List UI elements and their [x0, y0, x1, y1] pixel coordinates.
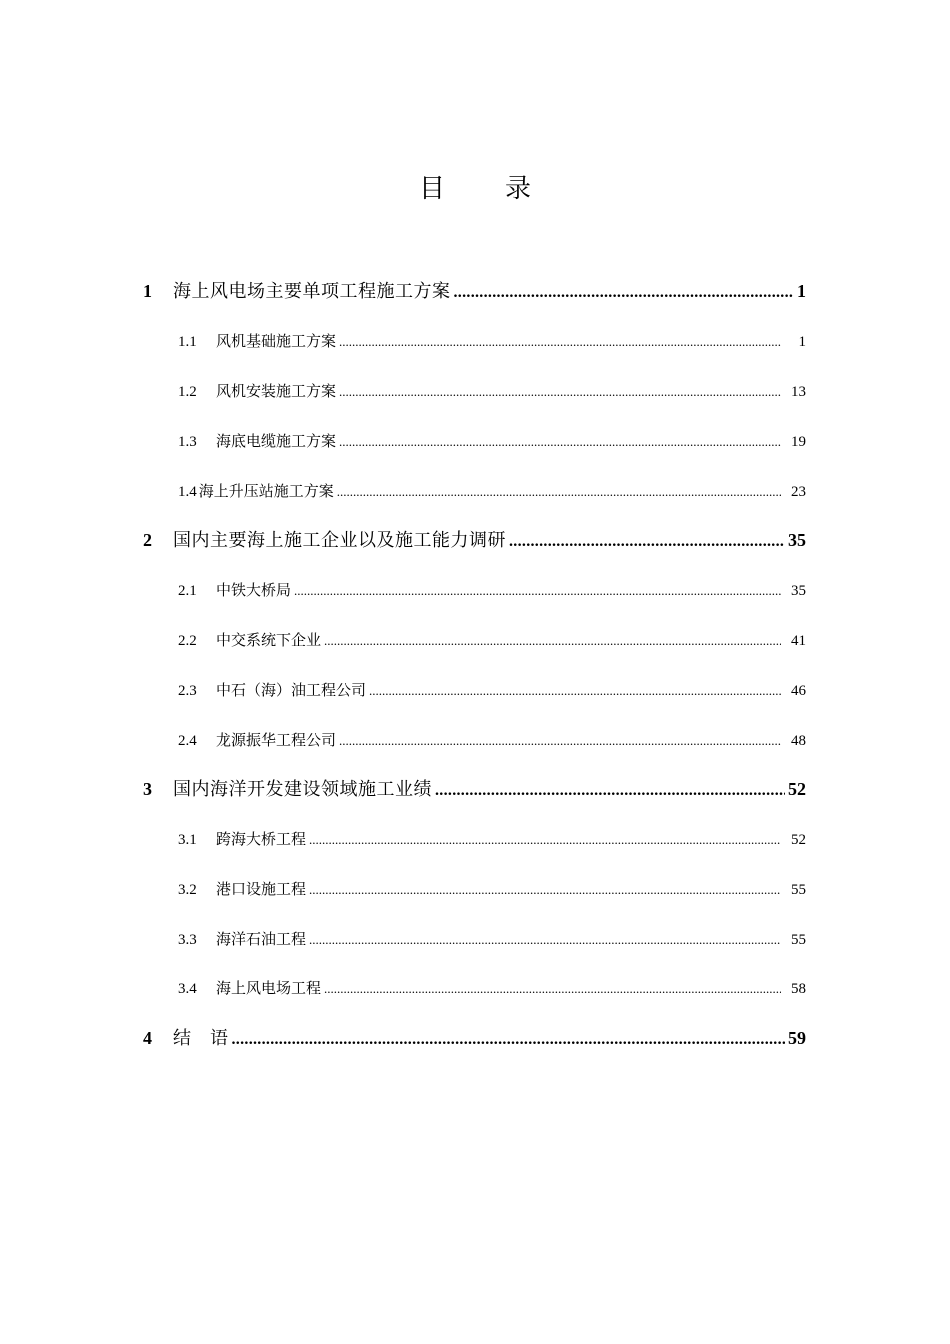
toc-page: 19 — [791, 434, 806, 450]
toc-page: 52 — [788, 779, 806, 799]
toc-label: 风机基础施工方案 — [216, 334, 337, 350]
toc-leader — [339, 434, 781, 450]
toc-label: 海底电缆施工方案 — [216, 434, 337, 450]
toc-label: 港口设施工程 — [216, 882, 307, 898]
page-title — [0, 168, 950, 205]
toc-number: 3.3 — [178, 932, 197, 948]
toc-number: 4 — [143, 1028, 152, 1048]
toc-leader — [324, 633, 781, 649]
toc-entry-4[interactable] — [143, 1024, 806, 1050]
toc-entry-2-3[interactable] — [143, 679, 806, 700]
title-right-char: 录 — [505, 174, 532, 203]
toc-label: 风机安装施工方案 — [216, 384, 337, 400]
toc-label: 国内主要海上施工企业以及施工能力调研 — [173, 530, 506, 550]
toc-number: 3.1 — [178, 832, 197, 848]
toc-label: 中石（海）油工程公司 — [216, 683, 367, 699]
toc-leader — [509, 533, 785, 551]
toc-label: 海上升压站施工方案 — [198, 484, 334, 500]
toc-number: 3 — [143, 779, 152, 799]
toc-entry-2-2[interactable] — [143, 629, 806, 650]
toc-page: 58 — [791, 981, 806, 997]
toc-label: 龙源振华工程公司 — [216, 733, 337, 749]
toc-entry-2[interactable] — [143, 526, 806, 552]
toc-page: 52 — [791, 832, 806, 848]
toc-entry-3-4[interactable] — [143, 977, 806, 998]
toc-leader — [339, 384, 781, 400]
toc-leader — [339, 334, 781, 350]
toc-page: 13 — [791, 384, 806, 400]
toc-entry-3-2[interactable] — [143, 878, 806, 899]
toc-page: 1 — [797, 281, 806, 301]
toc-entry-1[interactable] — [143, 277, 806, 303]
toc-page: 59 — [788, 1028, 806, 1048]
toc-entry-3-3[interactable] — [143, 928, 806, 949]
toc-leader — [232, 1031, 786, 1049]
toc-number: 2.3 — [178, 683, 197, 699]
toc-leader — [309, 932, 781, 948]
toc-number: 2.4 — [178, 733, 197, 749]
toc-label: 结 语 — [173, 1028, 229, 1048]
toc-page: 35 — [788, 530, 806, 550]
toc-number: 1 — [143, 281, 152, 301]
toc-entry-2-4[interactable] — [143, 729, 806, 750]
toc-page: 1 — [798, 334, 806, 350]
toc-leader — [337, 484, 781, 500]
toc-page: 46 — [791, 683, 806, 699]
toc-entry-3-1[interactable] — [143, 828, 806, 849]
toc-label: 中交系统下企业 — [216, 633, 322, 649]
toc-page: 55 — [791, 932, 806, 948]
toc-leader — [324, 981, 781, 997]
toc-number: 3.4 — [178, 981, 197, 997]
toc-page: 41 — [791, 633, 806, 649]
toc-label: 国内海洋开发建设领域施工业绩 — [173, 779, 432, 799]
toc-number: 1.1 — [178, 334, 197, 350]
toc-leader — [454, 284, 795, 302]
toc-leader — [294, 583, 781, 599]
toc-number: 3.2 — [178, 882, 197, 898]
toc-page: 48 — [791, 733, 806, 749]
toc-label: 海上风电场主要单项工程施工方案 — [173, 281, 451, 301]
toc-leader — [435, 782, 785, 800]
toc-label: 跨海大桥工程 — [216, 832, 307, 848]
toc-number: 2.1 — [178, 583, 197, 599]
toc-entry-1-4[interactable] — [143, 480, 806, 501]
toc-label: 海上风电场工程 — [216, 981, 322, 997]
toc-number: 2 — [143, 530, 152, 550]
toc-entry-1-2[interactable] — [143, 380, 806, 401]
toc-leader — [369, 683, 781, 699]
toc-entry-2-1[interactable] — [143, 579, 806, 600]
toc-leader — [339, 733, 781, 749]
toc-number: 1.3 — [178, 434, 197, 450]
toc-page: 35 — [791, 583, 806, 599]
toc-page: 23 — [791, 484, 806, 500]
toc-leader — [309, 832, 781, 848]
toc-label: 海洋石油工程 — [216, 932, 307, 948]
toc-entry-1-1[interactable] — [143, 330, 806, 351]
toc-entry-1-3[interactable] — [143, 430, 806, 451]
toc-number: 2.2 — [178, 633, 197, 649]
toc-leader — [309, 882, 781, 898]
toc-number: 1.2 — [178, 384, 197, 400]
title-left-char: 目 — [418, 174, 445, 203]
toc-number: 1.4 — [178, 484, 197, 500]
toc-entry-3[interactable] — [143, 775, 806, 801]
toc-page: 55 — [791, 882, 806, 898]
toc-label: 中铁大桥局 — [216, 583, 292, 599]
